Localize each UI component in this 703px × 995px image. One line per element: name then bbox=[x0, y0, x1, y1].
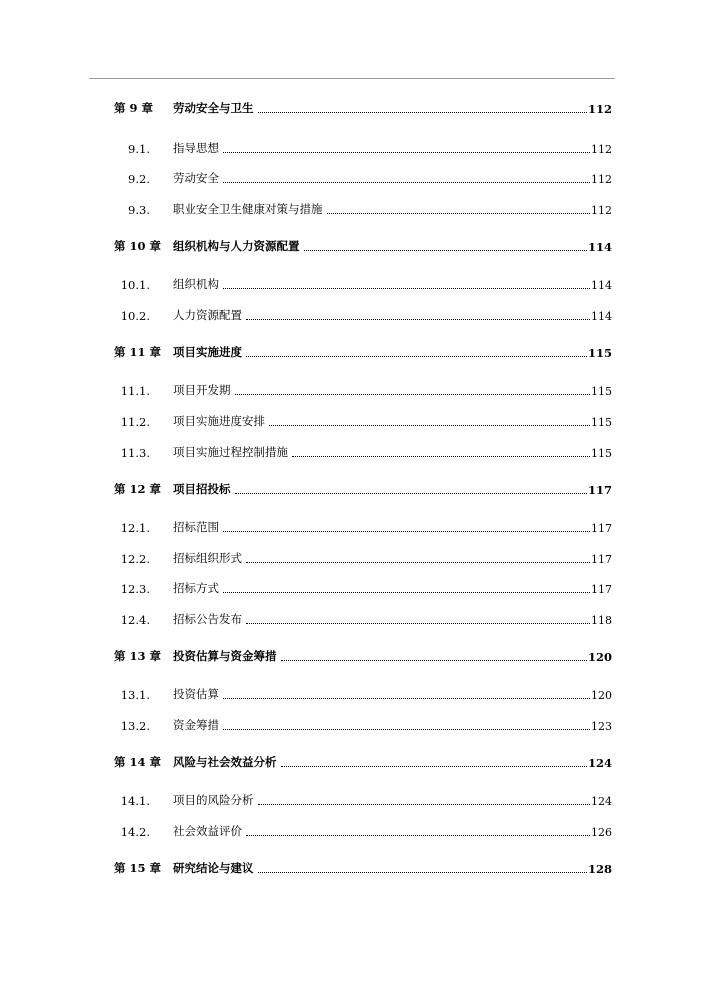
toc-section-entry[interactable] bbox=[0, 411, 703, 431]
toc-dot-leader bbox=[246, 319, 590, 320]
toc-entry-number: 10.1. bbox=[120, 278, 150, 292]
toc-entry-page-number: 120 bbox=[591, 689, 612, 702]
toc-entry-page-number: 112 bbox=[591, 204, 612, 217]
toc-section-entry[interactable] bbox=[0, 821, 703, 841]
toc-entry-page-number: 117 bbox=[591, 522, 612, 535]
toc-entry-title: 职业安全卫生健康对策与措施 bbox=[173, 202, 323, 216]
toc-entry-number: 第 14 章 bbox=[114, 755, 162, 769]
toc-entry-number: 9.2. bbox=[128, 172, 150, 186]
toc-section-entry[interactable] bbox=[0, 684, 703, 704]
toc-entry-number: 12.1. bbox=[120, 521, 150, 535]
toc-chapter-entry[interactable] bbox=[0, 858, 703, 878]
toc-entry-number: 10.2. bbox=[120, 309, 150, 323]
toc-section-entry[interactable] bbox=[0, 548, 703, 568]
toc-dot-leader bbox=[223, 152, 590, 153]
toc-entry-title: 组织机构与人力资源配置 bbox=[173, 239, 300, 253]
toc-entry-title: 组织机构 bbox=[173, 277, 219, 291]
toc-dot-leader bbox=[258, 112, 587, 113]
toc-dot-leader bbox=[281, 660, 587, 661]
toc-section-entry[interactable] bbox=[0, 578, 703, 598]
toc-entry-page-number: 115 bbox=[591, 416, 612, 429]
toc-entry-page-number: 115 bbox=[587, 346, 612, 360]
toc-entry-title: 招标方式 bbox=[173, 581, 219, 595]
toc-entry-title: 投资估算与资金筹措 bbox=[173, 649, 277, 663]
toc-entry-title: 风险与社会效益分析 bbox=[173, 755, 277, 769]
toc-section-entry[interactable] bbox=[0, 442, 703, 462]
toc-entry-page-number: 117 bbox=[591, 553, 612, 566]
toc-entry-page-number: 112 bbox=[587, 102, 612, 116]
toc-entry-page-number: 115 bbox=[591, 447, 612, 460]
toc-entry-title: 劳动安全 bbox=[173, 171, 219, 185]
toc-entry-number: 11.2. bbox=[120, 415, 150, 429]
toc-section-entry[interactable] bbox=[0, 199, 703, 219]
toc-dot-leader bbox=[246, 623, 590, 624]
toc-section-entry[interactable] bbox=[0, 609, 703, 629]
toc-section-entry[interactable] bbox=[0, 790, 703, 810]
toc-dot-leader bbox=[246, 835, 590, 836]
toc-entry-number: 13.2. bbox=[120, 719, 150, 733]
toc-dot-leader bbox=[223, 592, 590, 593]
toc-entry-title: 资金筹措 bbox=[173, 718, 219, 732]
toc-entry-title: 招标组织形式 bbox=[173, 551, 242, 565]
toc-entry-title: 社会效益评价 bbox=[173, 824, 242, 838]
toc-section-entry[interactable] bbox=[0, 380, 703, 400]
toc-entry-title: 项目招投标 bbox=[173, 482, 231, 496]
toc-section-entry[interactable] bbox=[0, 274, 703, 294]
toc-dot-leader bbox=[292, 456, 590, 457]
toc-dot-leader bbox=[304, 250, 587, 251]
toc-entry-page-number: 114 bbox=[591, 310, 612, 323]
toc-entry-number: 12.2. bbox=[120, 552, 150, 566]
toc-entry-number: 13.1. bbox=[120, 688, 150, 702]
toc-entry-number: 11.1. bbox=[120, 384, 150, 398]
toc-dot-leader bbox=[327, 213, 590, 214]
toc-entry-number: 12.3. bbox=[120, 582, 150, 596]
toc-dot-leader bbox=[235, 394, 590, 395]
toc-entry-number: 9.1. bbox=[128, 142, 150, 156]
toc-section-entry[interactable] bbox=[0, 305, 703, 325]
toc-entry-number: 第 15 章 bbox=[114, 861, 162, 875]
toc-entry-number: 第 12 章 bbox=[114, 482, 162, 496]
toc-section-entry[interactable] bbox=[0, 517, 703, 537]
toc-entry-number: 12.4. bbox=[120, 613, 150, 627]
toc-dot-leader bbox=[258, 872, 587, 873]
toc-entry-page-number: 124 bbox=[591, 795, 612, 808]
toc-entry-title: 招标范围 bbox=[173, 520, 219, 534]
toc-dot-leader bbox=[223, 531, 590, 532]
toc-dot-leader bbox=[223, 288, 590, 289]
toc-entry-title: 指导思想 bbox=[173, 141, 219, 155]
toc-entry-number: 第 11 章 bbox=[114, 345, 162, 359]
toc-entry-number: 第 10 章 bbox=[114, 239, 162, 253]
toc-entry-number: 第 9 章 bbox=[114, 101, 154, 115]
toc-entry-title: 项目开发期 bbox=[173, 383, 231, 397]
toc-chapter-entry[interactable] bbox=[0, 646, 703, 666]
toc-dot-leader bbox=[223, 182, 590, 183]
toc-entry-page-number: 117 bbox=[587, 483, 612, 497]
toc-entry-title: 招标公告发布 bbox=[173, 612, 242, 626]
toc-dot-leader bbox=[258, 804, 590, 805]
toc-entry-page-number: 118 bbox=[591, 614, 612, 627]
toc-entry-page-number: 112 bbox=[591, 173, 612, 186]
toc-entry-number: 14.1. bbox=[120, 794, 150, 808]
toc-dot-leader bbox=[269, 425, 590, 426]
toc-entry-title: 项目的风险分析 bbox=[173, 793, 254, 807]
toc-entry-title: 研究结论与建议 bbox=[173, 861, 254, 875]
toc-entry-page-number: 112 bbox=[591, 143, 612, 156]
toc-section-entry[interactable] bbox=[0, 138, 703, 158]
toc-entry-title: 项目实施过程控制措施 bbox=[173, 445, 288, 459]
toc-entry-page-number: 126 bbox=[591, 826, 612, 839]
toc-entry-number: 14.2. bbox=[120, 825, 150, 839]
toc-chapter-entry[interactable] bbox=[0, 479, 703, 499]
toc-entry-page-number: 114 bbox=[591, 279, 612, 292]
toc-entry-title: 项目实施进度 bbox=[173, 345, 242, 359]
toc-entry-page-number: 124 bbox=[587, 756, 612, 770]
toc-entry-number: 11.3. bbox=[120, 446, 150, 460]
toc-entry-page-number: 128 bbox=[587, 862, 612, 876]
toc-section-entry[interactable] bbox=[0, 715, 703, 735]
toc-entry-page-number: 114 bbox=[587, 240, 612, 254]
toc-chapter-entry[interactable] bbox=[0, 98, 703, 118]
toc-dot-leader bbox=[281, 766, 587, 767]
toc-dot-leader bbox=[223, 729, 590, 730]
toc-section-entry[interactable] bbox=[0, 168, 703, 188]
toc-entry-page-number: 115 bbox=[591, 385, 612, 398]
toc-entry-title: 人力资源配置 bbox=[173, 308, 242, 322]
toc-entry-number: 第 13 章 bbox=[114, 649, 162, 663]
toc-chapter-entry[interactable] bbox=[0, 342, 703, 362]
toc-dot-leader bbox=[235, 493, 587, 494]
toc-chapter-entry[interactable] bbox=[0, 236, 703, 256]
toc-dot-leader bbox=[246, 356, 587, 357]
toc-dot-leader bbox=[246, 562, 590, 563]
toc-entry-page-number: 123 bbox=[591, 720, 612, 733]
toc-entry-number: 9.3. bbox=[128, 203, 150, 217]
toc-entry-title: 劳动安全与卫生 bbox=[173, 101, 254, 115]
toc-entry-page-number: 117 bbox=[591, 583, 612, 596]
toc-entry-page-number: 120 bbox=[587, 650, 612, 664]
toc-entry-title: 投资估算 bbox=[173, 687, 219, 701]
toc-entry-title: 项目实施进度安排 bbox=[173, 414, 265, 428]
toc-dot-leader bbox=[223, 698, 590, 699]
toc-chapter-entry[interactable] bbox=[0, 752, 703, 772]
